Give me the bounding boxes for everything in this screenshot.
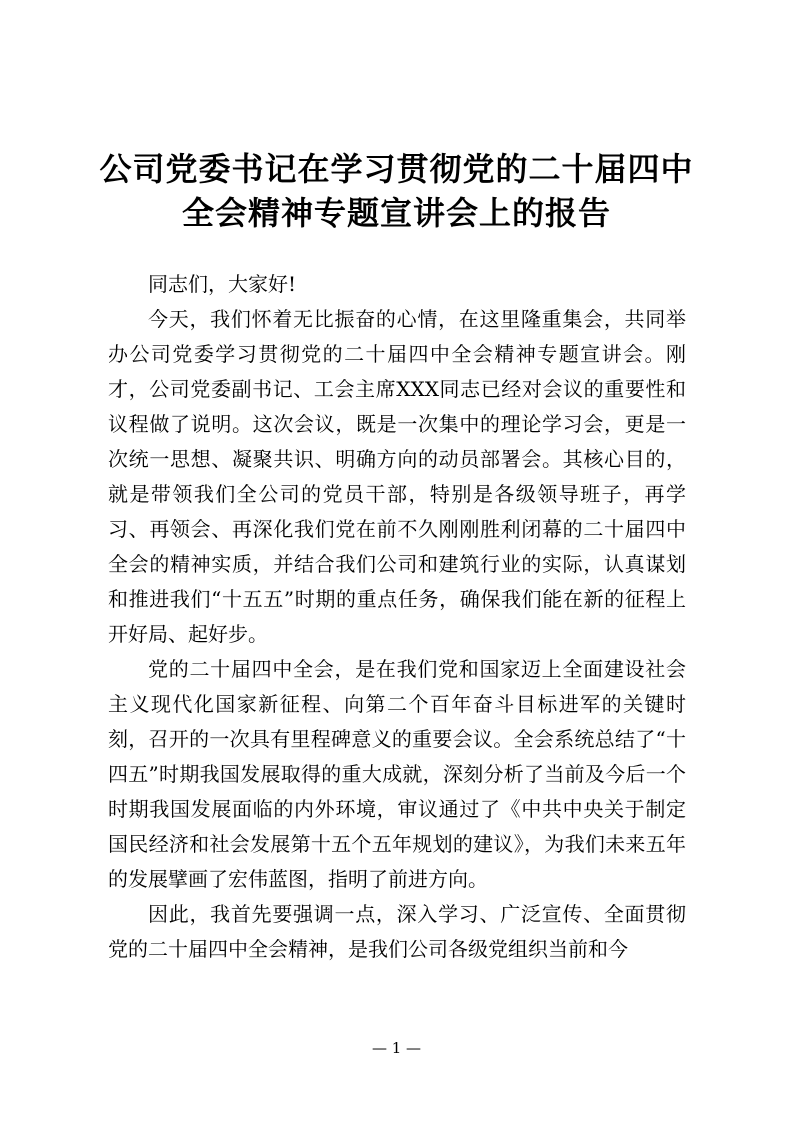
document-title [60, 147, 733, 235]
paragraph-emphasis: 因此，我首先要强调一点，深入学习、广泛宣传、全面贯彻党的二十届四中全会精神，是我们公司各级党组织当前和今 [108, 902, 686, 961]
page-number: — 1 — [371, 1039, 422, 1057]
title-line-2: 全会精神专题宣讲会上的报告 [181, 194, 611, 232]
document-body [108, 267, 686, 967]
title-line-1: 公司党委书记在学习贯彻党的二十届四中 [99, 150, 694, 188]
paragraph-plenum-significance: 党的二十届四中全会，是在我们党和国家迈上全面建设社会主义现代化国家新征程、向第二个百年奋斗目标进军的关键时刻，召开的一次具有里程碑意义的重要会议。全会系统总结了“十四五”时期我国发展取得的重大成就，深刻分析了当前及今后一个时期我国发展面临的内外环境，审议通过了《中共中央关于制定国民经济和社会发展第十五个五年规划的建议》，为我们未来五年的发展擘画了宏伟蓝图，指明了前进方向。 [108, 657, 686, 891]
paragraph-greeting: 同志们，大家好! [148, 272, 297, 296]
paragraph-opening: 今天，我们怀着无比振奋的心情，在这里隆重集会，共同举办公司党委学习贯彻党的二十届四中全会精神专题宣讲会。刚才，公司党委副书记、工会主席XXX同志已经对会议的重要性和议程做了说明。这次会议，既是一次集中的理论学习会，更是一次统一思想、凝聚共识、明确方向的动员部署会。其核心目的，就是带领我们全公司的党员干部，特别是各级领导班子，再学习、再领会、再深化我们党在前不久刚刚胜利闭幕的二十届四中全会的精神实质，并结合我们公司和建筑行业的实际，认真谋划和推进我们“十五五”时期的重点任务，确保我们能在新的征程上开好局、起好步。 [108, 307, 686, 646]
